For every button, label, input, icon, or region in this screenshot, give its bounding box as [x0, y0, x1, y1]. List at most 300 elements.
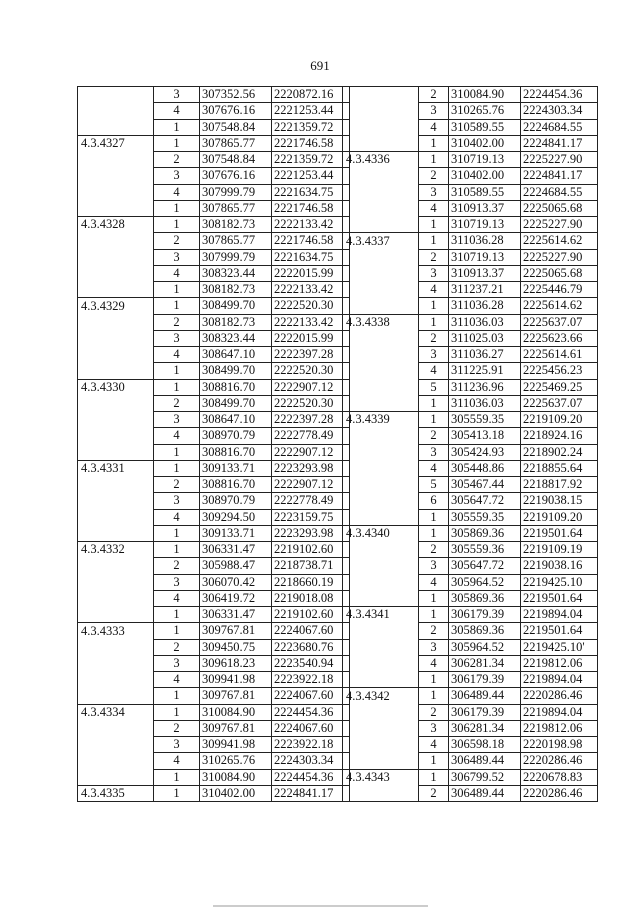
y-coordinate-cell: 2222397.28 [272, 347, 350, 363]
x-coordinate-cell: 305448.86 [449, 460, 521, 476]
plot-id-cell-empty [343, 639, 419, 655]
plot-id-cell: 4.3.4342 [343, 688, 419, 704]
point-number-cell: 3 [154, 493, 200, 509]
y-coordinate-cell: 2222520.30 [272, 363, 350, 379]
point-number-cell: 1 [154, 379, 200, 395]
table-row [343, 542, 598, 558]
plot-id-cell: 4.3.4332 [78, 542, 154, 558]
x-coordinate-cell: 306489.44 [449, 753, 521, 769]
point-number-cell: 4 [154, 347, 200, 363]
plot-id-cell-empty [78, 395, 154, 411]
point-number-cell: 1 [419, 509, 449, 525]
point-number-cell: 1 [419, 590, 449, 606]
y-coordinate-cell: 2220286.46 [521, 753, 598, 769]
plot-id-cell-empty [343, 493, 419, 509]
plot-id-cell-empty [343, 477, 419, 493]
point-number-cell: 2 [154, 639, 200, 655]
point-number-cell: 1 [154, 217, 200, 233]
plot-id-cell: 4.3.4329 [78, 298, 154, 314]
table-row [343, 769, 598, 785]
x-coordinate-cell: 309133.71 [200, 460, 272, 476]
x-coordinate-cell: 305467.44 [449, 477, 521, 493]
table-row [343, 168, 598, 184]
plot-id-cell-empty [78, 314, 154, 330]
y-coordinate-cell: 2223159.75 [272, 509, 350, 525]
x-coordinate-cell: 310402.00 [449, 135, 521, 151]
y-coordinate-cell: 2224067.60 [272, 623, 350, 639]
right-coordinate-table [342, 86, 598, 802]
table-row [343, 347, 598, 363]
point-number-cell: 1 [419, 525, 449, 541]
y-coordinate-cell: 2221746.58 [272, 135, 350, 151]
plot-id-cell-empty [78, 282, 154, 298]
table-row [78, 460, 350, 476]
x-coordinate-cell: 310589.55 [449, 184, 521, 200]
x-coordinate-cell: 308323.44 [200, 265, 272, 281]
table-row [78, 233, 350, 249]
y-coordinate-cell: 2220198.98 [521, 737, 598, 753]
plot-id-cell-empty [78, 753, 154, 769]
x-coordinate-cell: 311036.03 [449, 314, 521, 330]
x-coordinate-cell: 305869.36 [449, 590, 521, 606]
table-row [343, 737, 598, 753]
x-coordinate-cell: 307548.84 [200, 152, 272, 168]
y-coordinate-cell: 2220286.46 [521, 785, 598, 801]
table-row [343, 330, 598, 346]
x-coordinate-cell: 307676.16 [200, 168, 272, 184]
plot-id-cell-empty [343, 184, 419, 200]
point-number-cell: 3 [419, 265, 449, 281]
y-coordinate-cell: 2222778.49 [272, 493, 350, 509]
y-coordinate-cell: 2224841.17 [521, 168, 598, 184]
x-coordinate-cell: 306331.47 [200, 542, 272, 558]
point-number-cell: 3 [154, 412, 200, 428]
plot-id-cell-empty [343, 265, 419, 281]
y-coordinate-cell: 2225614.62 [521, 298, 598, 314]
x-coordinate-cell: 305964.52 [449, 574, 521, 590]
y-coordinate-cell: 2225614.62 [521, 233, 598, 249]
y-coordinate-cell: 2221253.44 [272, 168, 350, 184]
table-row [343, 298, 598, 314]
plot-id-cell-empty [78, 769, 154, 785]
y-coordinate-cell: 2221253.44 [272, 103, 350, 119]
plot-id-cell-empty [78, 363, 154, 379]
table-row [78, 753, 350, 769]
point-number-cell: 1 [419, 607, 449, 623]
point-number-cell: 4 [419, 460, 449, 476]
plot-id-cell-empty [343, 623, 419, 639]
table-row [343, 509, 598, 525]
table-row [343, 428, 598, 444]
point-number-cell: 2 [419, 168, 449, 184]
plot-id-cell-empty [78, 347, 154, 363]
plot-id-cell: 4.3.4330 [78, 379, 154, 395]
plot-id-cell: 4.3.4337 [343, 233, 419, 249]
point-number-cell: 2 [154, 314, 200, 330]
plot-id-cell-empty [343, 720, 419, 736]
y-coordinate-cell: 2222520.30 [272, 395, 350, 411]
x-coordinate-cell: 308970.79 [200, 493, 272, 509]
plot-id-cell-empty [343, 444, 419, 460]
x-coordinate-cell: 308816.70 [200, 379, 272, 395]
table-row [78, 87, 350, 103]
table-row [78, 655, 350, 671]
plot-id-cell-empty [343, 655, 419, 671]
plot-id-cell: 4.3.4335 [78, 785, 154, 801]
plot-id-cell-empty [78, 249, 154, 265]
table-row [343, 655, 598, 671]
point-number-cell: 4 [419, 363, 449, 379]
point-number-cell: 2 [154, 558, 200, 574]
table-row [78, 298, 350, 314]
plot-id-cell: 4.3.4328 [78, 217, 154, 233]
point-number-cell: 3 [419, 103, 449, 119]
point-number-cell: 4 [154, 590, 200, 606]
point-number-cell: 4 [154, 753, 200, 769]
plot-id-cell-empty [343, 704, 419, 720]
table-row [343, 477, 598, 493]
y-coordinate-cell: 2219038.15 [521, 493, 598, 509]
plot-id-cell-empty [343, 558, 419, 574]
plot-id-cell-empty [78, 265, 154, 281]
point-number-cell: 1 [154, 785, 200, 801]
plot-id-cell-empty [78, 639, 154, 655]
table-row [343, 249, 598, 265]
table-row [78, 493, 350, 509]
y-coordinate-cell: 2225065.68 [521, 265, 598, 281]
y-coordinate-cell: 2224303.34 [521, 103, 598, 119]
plot-id-cell-empty [343, 672, 419, 688]
point-number-cell: 1 [154, 298, 200, 314]
point-number-cell: 1 [419, 152, 449, 168]
x-coordinate-cell: 305413.18 [449, 428, 521, 444]
table-row [78, 119, 350, 135]
point-number-cell: 2 [419, 428, 449, 444]
y-coordinate-cell: 2225637.07 [521, 314, 598, 330]
plot-id-cell: 4.3.4336 [343, 152, 419, 168]
table-row [78, 249, 350, 265]
y-coordinate-cell: 2222133.42 [272, 282, 350, 298]
x-coordinate-cell: 308182.73 [200, 282, 272, 298]
point-number-cell: 1 [154, 542, 200, 558]
plot-id-cell-empty [78, 330, 154, 346]
plot-id-cell-empty [343, 298, 419, 314]
table-row [343, 314, 598, 330]
y-coordinate-cell: 2219109.20 [521, 509, 598, 525]
y-coordinate-cell: 2224454.36 [272, 769, 350, 785]
table-row [78, 525, 350, 541]
y-coordinate-cell: 2222397.28 [272, 412, 350, 428]
y-coordinate-cell: 2224454.36 [521, 87, 598, 103]
x-coordinate-cell: 311025.03 [449, 330, 521, 346]
x-coordinate-cell: 308499.70 [200, 395, 272, 411]
point-number-cell: 4 [419, 282, 449, 298]
point-number-cell: 1 [154, 363, 200, 379]
x-coordinate-cell: 310084.90 [200, 704, 272, 720]
plot-id-cell: 4.3.4333 [78, 623, 154, 639]
y-coordinate-cell: 2222015.99 [272, 330, 350, 346]
y-coordinate-cell: 2224841.17 [521, 135, 598, 151]
x-coordinate-cell: 309767.81 [200, 720, 272, 736]
point-number-cell: 2 [154, 152, 200, 168]
y-coordinate-cell: 2223680.76 [272, 639, 350, 655]
table-row [343, 704, 598, 720]
plot-id-cell-empty [343, 200, 419, 216]
y-coordinate-cell: 2222907.12 [272, 444, 350, 460]
x-coordinate-cell: 311036.03 [449, 395, 521, 411]
plot-id-cell-empty [78, 152, 154, 168]
table-row [78, 412, 350, 428]
point-number-cell: 3 [154, 574, 200, 590]
table-row [343, 152, 598, 168]
y-coordinate-cell: 2221746.58 [272, 200, 350, 216]
y-coordinate-cell: 2223922.18 [272, 737, 350, 753]
point-number-cell: 1 [419, 753, 449, 769]
point-number-cell: 2 [419, 249, 449, 265]
table-row [78, 168, 350, 184]
table-row [78, 347, 350, 363]
x-coordinate-cell: 306179.39 [449, 672, 521, 688]
plot-id-cell-empty [78, 477, 154, 493]
x-coordinate-cell: 310402.00 [200, 785, 272, 801]
point-number-cell: 4 [419, 655, 449, 671]
plot-id-cell-empty [343, 363, 419, 379]
table-row [343, 672, 598, 688]
plot-id-cell-empty [78, 412, 154, 428]
x-coordinate-cell: 305988.47 [200, 558, 272, 574]
plot-id-cell-empty [78, 184, 154, 200]
plot-id-cell-empty [343, 103, 419, 119]
y-coordinate-cell: 2218902.24 [521, 444, 598, 460]
x-coordinate-cell: 306281.34 [449, 720, 521, 736]
table-row [343, 217, 598, 233]
point-number-cell: 1 [154, 688, 200, 704]
x-coordinate-cell: 306070.42 [200, 574, 272, 590]
table-row [78, 737, 350, 753]
table-row [78, 623, 350, 639]
table-row [78, 330, 350, 346]
point-number-cell: 1 [419, 233, 449, 249]
plot-id-cell-empty [343, 135, 419, 151]
page-number: 691 [310, 58, 330, 73]
x-coordinate-cell: 311236.96 [449, 379, 521, 395]
x-coordinate-cell: 311225.91 [449, 363, 521, 379]
x-coordinate-cell: 308182.73 [200, 314, 272, 330]
y-coordinate-cell: 2220678.83 [521, 769, 598, 785]
x-coordinate-cell: 306179.39 [449, 704, 521, 720]
plot-id-cell-empty [343, 542, 419, 558]
point-number-cell: 2 [419, 330, 449, 346]
point-number-cell: 1 [154, 444, 200, 460]
plot-id-cell: 4.3.4343 [343, 769, 419, 785]
point-number-cell: 1 [154, 623, 200, 639]
point-number-cell: 1 [154, 119, 200, 135]
x-coordinate-cell: 306489.44 [449, 688, 521, 704]
x-coordinate-cell: 307676.16 [200, 103, 272, 119]
plot-id-cell [78, 87, 154, 103]
point-number-cell: 3 [419, 184, 449, 200]
y-coordinate-cell: 2224684.55 [521, 119, 598, 135]
plot-id-cell-empty [78, 103, 154, 119]
y-coordinate-cell: 2223293.98 [272, 525, 350, 541]
point-number-cell: 3 [419, 639, 449, 655]
point-number-cell: 2 [419, 785, 449, 801]
point-number-cell: 4 [154, 509, 200, 525]
y-coordinate-cell: 2219109.20 [521, 412, 598, 428]
x-coordinate-cell: 311036.28 [449, 233, 521, 249]
x-coordinate-cell: 306179.39 [449, 607, 521, 623]
table-row [78, 135, 350, 151]
x-coordinate-cell: 310402.00 [449, 168, 521, 184]
plot-id-cell-empty [78, 672, 154, 688]
table-row [78, 444, 350, 460]
y-coordinate-cell: 2219501.64 [521, 590, 598, 606]
plot-id-cell-empty [343, 785, 419, 801]
plot-id-cell-empty [78, 509, 154, 525]
plot-id-cell-empty [343, 330, 419, 346]
point-number-cell: 3 [419, 558, 449, 574]
y-coordinate-cell: 2218924.16 [521, 428, 598, 444]
y-coordinate-cell: 2224067.60 [272, 688, 350, 704]
point-number-cell: 1 [419, 395, 449, 411]
plot-id-cell-empty [78, 168, 154, 184]
table-row [343, 688, 598, 704]
y-coordinate-cell: 2219018.08 [272, 590, 350, 606]
x-coordinate-cell: 305559.35 [449, 509, 521, 525]
table-row [343, 119, 598, 135]
x-coordinate-cell: 311036.27 [449, 347, 521, 363]
x-coordinate-cell: 310265.76 [200, 753, 272, 769]
table-row [343, 753, 598, 769]
x-coordinate-cell: 311036.28 [449, 298, 521, 314]
x-coordinate-cell: 307865.77 [200, 233, 272, 249]
point-number-cell: 3 [419, 720, 449, 736]
y-coordinate-cell: 2225623.66 [521, 330, 598, 346]
x-coordinate-cell: 309767.81 [200, 623, 272, 639]
x-coordinate-cell: 306281.34 [449, 655, 521, 671]
point-number-cell: 3 [419, 347, 449, 363]
y-coordinate-cell: 2219812.06 [521, 720, 598, 736]
plot-id-cell-empty [343, 590, 419, 606]
table-row [343, 135, 598, 151]
table-row [343, 363, 598, 379]
y-coordinate-cell: 2223293.98 [272, 460, 350, 476]
table-row [343, 412, 598, 428]
plot-id-cell-empty [78, 233, 154, 249]
plot-id-cell-empty [343, 460, 419, 476]
point-number-cell: 3 [419, 444, 449, 460]
y-coordinate-cell: 2218855.64 [521, 460, 598, 476]
plot-id-cell-empty [78, 590, 154, 606]
point-number-cell: 1 [419, 314, 449, 330]
plot-id-cell-empty [343, 217, 419, 233]
x-coordinate-cell: 308647.10 [200, 412, 272, 428]
point-number-cell: 1 [154, 769, 200, 785]
x-coordinate-cell: 307548.84 [200, 119, 272, 135]
point-number-cell: 2 [419, 87, 449, 103]
plot-id-cell-empty [78, 688, 154, 704]
x-coordinate-cell: 308499.70 [200, 363, 272, 379]
x-coordinate-cell: 308816.70 [200, 477, 272, 493]
y-coordinate-cell: 2219425.10' [521, 639, 598, 655]
y-coordinate-cell: 2224454.36 [272, 704, 350, 720]
point-number-cell: 2 [419, 704, 449, 720]
y-coordinate-cell: 2219501.64 [521, 623, 598, 639]
y-coordinate-cell: 2219425.10 [521, 574, 598, 590]
y-coordinate-cell: 2219102.60 [272, 542, 350, 558]
table-row [343, 525, 598, 541]
plot-id-cell: 4.3.4339 [343, 412, 419, 428]
table-row [78, 688, 350, 704]
x-coordinate-cell: 307999.79 [200, 249, 272, 265]
y-coordinate-cell: 2219109.19 [521, 542, 598, 558]
plot-id-cell: 4.3.4327 [78, 135, 154, 151]
plot-id-cell-empty [343, 168, 419, 184]
table-row [78, 184, 350, 200]
x-coordinate-cell: 307865.77 [200, 135, 272, 151]
table-row [78, 363, 350, 379]
table-row [78, 769, 350, 785]
point-number-cell: 4 [154, 672, 200, 688]
x-coordinate-cell: 308499.70 [200, 298, 272, 314]
x-coordinate-cell: 310719.13 [449, 249, 521, 265]
x-coordinate-cell: 309941.98 [200, 737, 272, 753]
table-row [343, 785, 598, 801]
y-coordinate-cell: 2222907.12 [272, 477, 350, 493]
plot-id-cell-empty [78, 558, 154, 574]
plot-id-cell-empty [78, 655, 154, 671]
y-coordinate-cell: 2221634.75 [272, 249, 350, 265]
point-number-cell: 1 [419, 672, 449, 688]
x-coordinate-cell: 308323.44 [200, 330, 272, 346]
point-number-cell: 2 [419, 623, 449, 639]
y-coordinate-cell: 2220872.16 [272, 87, 350, 103]
x-coordinate-cell: 305647.72 [449, 493, 521, 509]
plot-id-cell-empty [343, 509, 419, 525]
table-row [78, 590, 350, 606]
table-row [343, 558, 598, 574]
y-coordinate-cell: 2222778.49 [272, 428, 350, 444]
y-coordinate-cell: 2218660.19 [272, 574, 350, 590]
x-coordinate-cell: 309133.71 [200, 525, 272, 541]
table-row [343, 379, 598, 395]
x-coordinate-cell: 309450.75 [200, 639, 272, 655]
table-row [78, 217, 350, 233]
y-coordinate-cell: 2222133.42 [272, 314, 350, 330]
table-row [343, 233, 598, 249]
point-number-cell: 5 [419, 379, 449, 395]
y-coordinate-cell: 2218738.71 [272, 558, 350, 574]
table-row [78, 265, 350, 281]
point-number-cell: 3 [154, 737, 200, 753]
table-row [343, 265, 598, 281]
y-coordinate-cell: 2219894.04 [521, 704, 598, 720]
plot-id-cell-empty [343, 753, 419, 769]
table-row [78, 152, 350, 168]
point-number-cell: 1 [154, 135, 200, 151]
plot-id-cell: 4.3.4331 [78, 460, 154, 476]
table-row [78, 509, 350, 525]
x-coordinate-cell: 305559.35 [449, 412, 521, 428]
point-number-cell: 4 [154, 184, 200, 200]
y-coordinate-cell: 2224067.60 [272, 720, 350, 736]
y-coordinate-cell: 2222520.30 [272, 298, 350, 314]
y-coordinate-cell: 2225227.90 [521, 152, 598, 168]
point-number-cell: 4 [419, 200, 449, 216]
plot-id-cell-empty [78, 200, 154, 216]
table-row [78, 428, 350, 444]
table-row [343, 200, 598, 216]
